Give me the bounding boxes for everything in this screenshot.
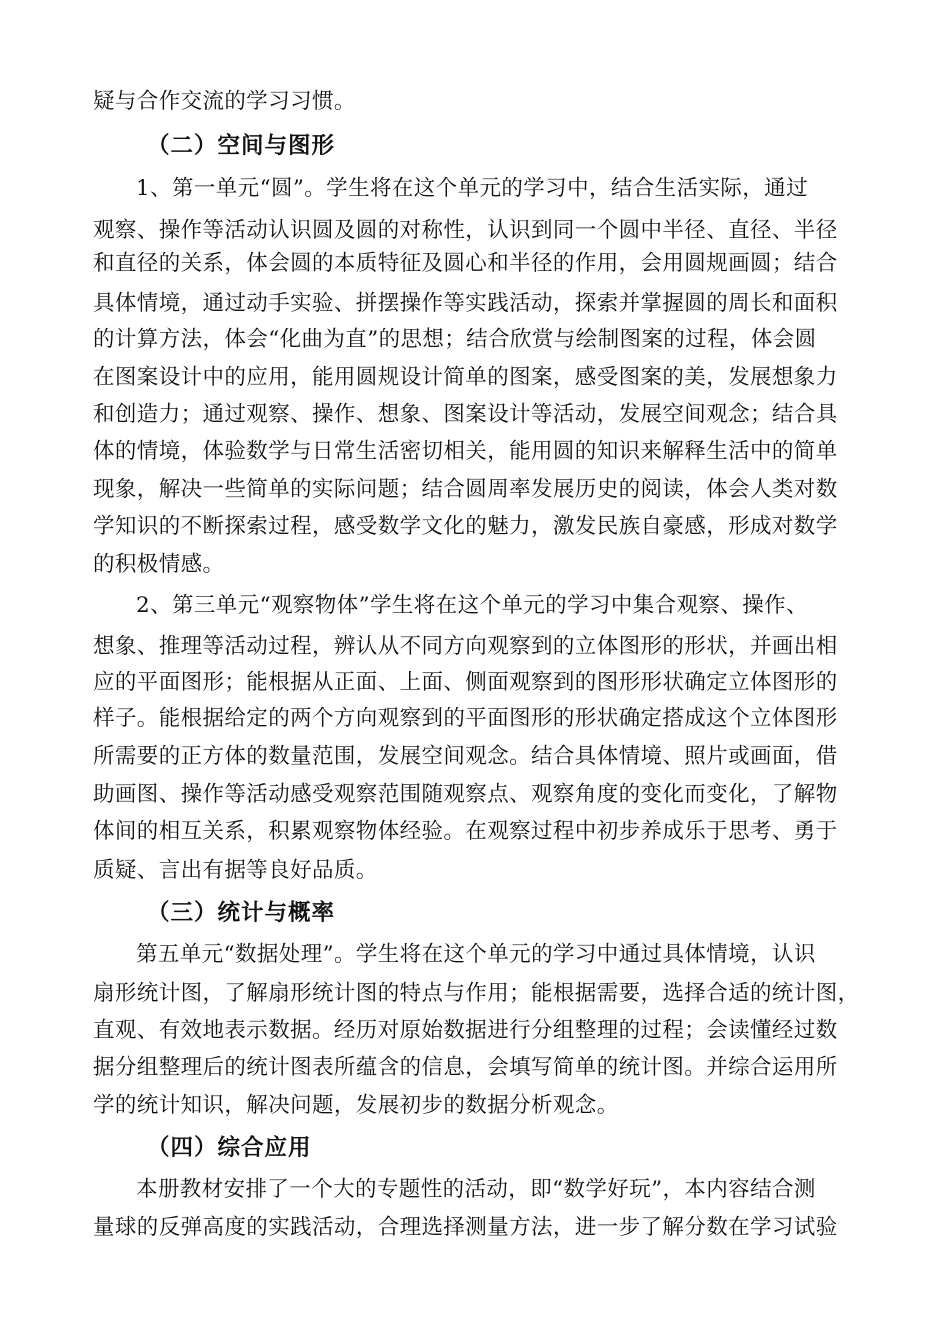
paragraph-line: 和创造力；通过观察、操作、想象、图案设计等活动，发展空间观念；结合具 [93, 402, 838, 427]
paragraph-line: 具体情境，通过动手实验、拼摆操作等实践活动，探索并掌握圆的周长和面积 [93, 291, 838, 316]
paragraph-line: 的积极情感。 [93, 552, 225, 577]
paragraph-line: 应的平面图形；能根据从正面、上面、侧面观察到的图形形状确定立体图形的 [93, 670, 838, 695]
paragraph-line: 本册教材安排了一个大的专题性的活动，即“数学好玩”，本内容结合测 [136, 1177, 816, 1202]
paragraph-line: 在图案设计中的应用，能用圆规设计简单的图案，感受图案的美，发展想象力 [93, 365, 838, 390]
paragraph-line: 据分组整理后的统计图表所蕴含的信息，会填写简单的统计图。并综合运用所 [93, 1055, 838, 1080]
paragraph-line: 样子。能根据给定的两个方向观察到的平面图形的形状确定搭成这个立体图形 [93, 706, 838, 731]
paragraph-line: 学知识的不断探索过程，感受数学文化的魅力，激发民族自豪感，形成对数学 [93, 514, 838, 539]
paragraph-line: 现象，解决一些简单的实际问题；结合圆周率发展历史的阅读，体会人类对数 [93, 477, 838, 502]
paragraph-line: 的计算方法，体会“化曲为直”的思想；结合欣赏与绘制图案的过程，体会圆 [93, 327, 817, 352]
paragraph-line: 第五单元“数据处理”。学生将在这个单元的学习中通过具体情境，认识 [136, 942, 816, 967]
section-heading-statistics-and-probability: （三）统计与概率 [147, 900, 336, 926]
section-heading-comprehensive-application: （四）综合应用 [147, 1135, 312, 1161]
paragraph-line: 想象、推理等活动过程，辨认从不同方向观察到的立体图形的形状，并画出相 [93, 634, 838, 659]
paragraph-line: 扇形统计图，了解扇形统计图的特点与作用；能根据需要，选择合适的统计图， [93, 981, 860, 1006]
section-heading-space-and-shapes: （二）空间与图形 [147, 133, 336, 159]
paragraph-line: 体的情境，体验数学与日常生活密切相关，能用圆的知识来解释生活中的简单 [93, 439, 838, 464]
paragraph-line: 质疑、言出有据等良好品质。 [93, 858, 378, 883]
paragraph-line: 直观、有效地表示数据。经历对原始数据进行分组整理的过程；会读懂经过数 [93, 1018, 838, 1043]
paragraph-line: 2、第三单元“观察物体”学生将在这个单元的学习中集合观察、操作、 [136, 593, 808, 618]
paragraph-line: 学的统计知识，解决问题，发展初步的数据分析观念。 [93, 1093, 619, 1118]
paragraph-line: 和直径的关系，体会圆的本质特征及圆心和半径的作用，会用圆规画圆；结合 [93, 251, 838, 276]
paragraph-line: 助画图、操作等活动感受观察范围随观察点、观察角度的变化而变化，了解物 [93, 782, 838, 807]
paragraph-line: 体间的相互关系，积累观察物体经验。在观察过程中初步养成乐于思考、勇于 [93, 819, 838, 844]
opening-line: 疑与合作交流的学习习惯。 [93, 89, 356, 114]
paragraph-line: 量球的反弹高度的实践活动，合理选择测量方法，进一步了解分数在学习试验 [93, 1215, 838, 1240]
paragraph-line: 所需要的正方体的数量范围，发展空间观念。结合具体情境、照片或画面，借 [93, 744, 838, 769]
paragraph-line: 1、第一单元“圆”。学生将在这个单元的学习中，结合生活实际，通过 [136, 176, 808, 201]
paragraph-line: 观察、操作等活动认识圆及圆的对称性，认识到同一个圆中半径、直径、半径 [93, 218, 838, 243]
